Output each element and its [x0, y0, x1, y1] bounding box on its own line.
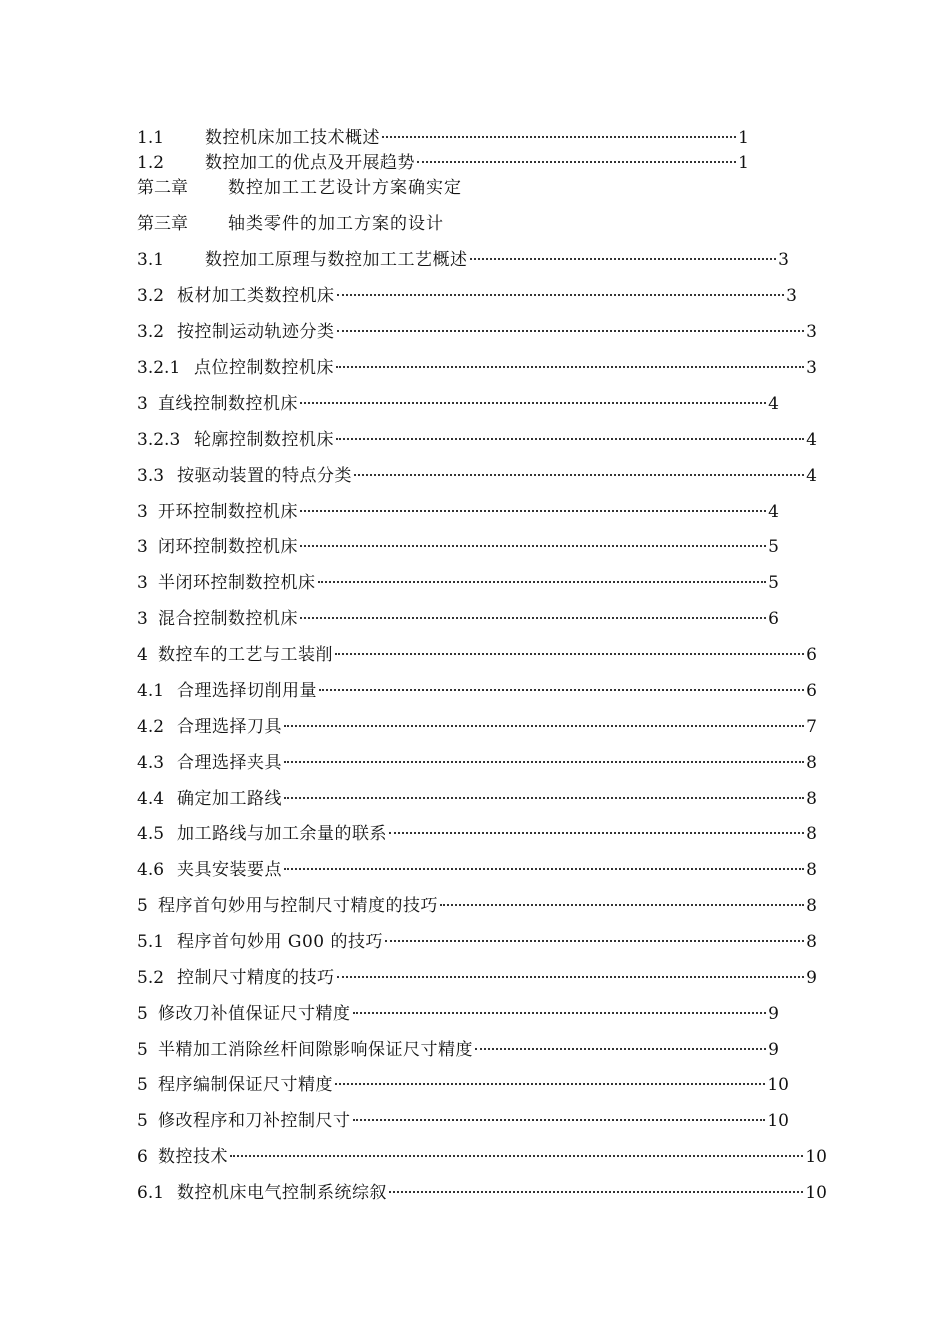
toc-dot-leader [319, 689, 804, 691]
toc-entry-number: 6.1 [137, 1183, 165, 1203]
toc-dot-leader [336, 438, 804, 440]
toc-entry-page: 8 [806, 753, 817, 773]
toc-dot-leader [385, 940, 804, 942]
toc-entry-page: 8 [806, 860, 817, 880]
toc-entry-number: 4.4 [137, 789, 165, 809]
toc-entry-number: 5 [137, 1040, 148, 1060]
toc-entry-page: 7 [806, 717, 817, 737]
toc-entry-number: 3.2.1 [137, 358, 181, 378]
toc-dot-leader [284, 868, 804, 870]
toc-entry-page: 9 [768, 1040, 779, 1060]
toc-entry-page: 5 [768, 537, 779, 557]
toc-entry [137, 248, 789, 272]
toc-entry-number: 4.2 [137, 717, 165, 737]
toc-entry-title: 半闭环控制数控机床 [158, 573, 316, 593]
toc-dot-leader [417, 161, 736, 163]
toc-entry [137, 284, 797, 308]
toc-entry-page: 10 [767, 1111, 789, 1131]
toc-entry [137, 966, 817, 990]
toc-entry-title: 闭环控制数控机床 [158, 537, 298, 557]
toc-entry [137, 126, 749, 150]
toc-entry-page: 1 [738, 128, 749, 148]
toc-dot-leader [318, 581, 767, 583]
toc-entry-title: 半精加工消除丝杆间隙影响保证尺寸精度 [158, 1040, 473, 1060]
toc-entry-page: 10 [767, 1075, 789, 1095]
toc-chapter-heading [137, 212, 444, 236]
toc-entry-title: 合理选择切削用量 [177, 681, 317, 701]
toc-dot-leader [353, 1119, 766, 1121]
toc-entry-number: 4.5 [137, 824, 165, 844]
toc-entry-title: 数控机床加工技术概述 [205, 128, 380, 148]
toc-entry-title: 按驱动装置的特点分类 [177, 466, 352, 486]
toc-entry-number: 第三章 [137, 214, 188, 234]
toc-entry [137, 1038, 779, 1062]
toc-chapter-heading [137, 176, 462, 200]
toc-entry-title: 按控制运动轨迹分类 [177, 322, 335, 342]
toc-entry-title: 修改刀补值保证尺寸精度 [158, 1004, 351, 1024]
toc-entry-title: 程序编制保证尺寸精度 [158, 1075, 333, 1095]
toc-entry-number: 5 [137, 1111, 148, 1131]
toc-dot-leader [440, 904, 804, 906]
toc-entry-title: 直线控制数控机床 [158, 394, 298, 414]
toc-entry [137, 535, 779, 559]
toc-dot-leader [337, 330, 805, 332]
toc-entry-number: 3 [137, 502, 148, 522]
toc-entry-number: 3.2.3 [137, 430, 181, 450]
toc-entry [137, 894, 817, 918]
toc-entry [137, 392, 779, 416]
toc-entry-page: 3 [806, 358, 817, 378]
toc-dot-leader [300, 402, 766, 404]
toc-dot-leader [389, 1191, 803, 1193]
toc-entry [137, 751, 817, 775]
toc-entry-page: 1 [738, 153, 749, 173]
toc-entry-title: 数控车的工艺与工装削 [158, 645, 333, 665]
toc-entry-number: 5 [137, 1075, 148, 1095]
toc-entry-page: 3 [806, 322, 817, 342]
toc-entry-page: 8 [806, 789, 817, 809]
toc-entry [137, 715, 817, 739]
toc-entry-page: 8 [806, 824, 817, 844]
toc-entry-number: 3.2 [137, 322, 165, 342]
toc-dot-leader [284, 725, 804, 727]
toc-entry [137, 643, 817, 667]
toc-entry-page: 3 [778, 250, 789, 270]
toc-entry-number: 3 [137, 537, 148, 557]
toc-entry-page: 8 [806, 932, 817, 952]
toc-dot-leader [300, 510, 766, 512]
toc-entry-page: 6 [806, 645, 817, 665]
toc-entry-title: 数控加工原理与数控加工工艺概述 [205, 250, 468, 270]
toc-entry-title: 数控技术 [158, 1147, 228, 1167]
toc-entry-number: 1.2 [137, 153, 165, 173]
toc-entry-title: 夹具安装要点 [177, 860, 282, 880]
toc-dot-leader [284, 761, 804, 763]
toc-entry-title: 修改程序和刀补控制尺寸 [158, 1111, 351, 1131]
toc-dot-leader [389, 832, 804, 834]
toc-entry [137, 822, 817, 846]
toc-entry-title: 轴类零件的加工方案的设计 [228, 214, 444, 234]
toc-entry [137, 151, 749, 175]
toc-entry-number: 4.3 [137, 753, 165, 773]
toc-entry-title: 开环控制数控机床 [158, 502, 298, 522]
toc-entry [137, 1109, 789, 1133]
toc-entry [137, 500, 779, 524]
toc-entry-number: 5 [137, 1004, 148, 1024]
toc-dot-leader [337, 976, 805, 978]
toc-dot-leader [336, 366, 804, 368]
toc-entry-page: 4 [806, 430, 817, 450]
toc-entry-number: 5.1 [137, 932, 165, 952]
toc-entry-page: 8 [806, 896, 817, 916]
toc-entry-page: 4 [806, 466, 817, 486]
toc-entry-number: 6 [137, 1147, 148, 1167]
toc-dot-leader [335, 1083, 765, 1085]
toc-entry-number: 3 [137, 394, 148, 414]
toc-dot-leader [335, 653, 804, 655]
toc-entry-page: 10 [805, 1147, 827, 1167]
toc-entry-page: 6 [806, 681, 817, 701]
toc-entry [137, 320, 817, 344]
toc-entry-title: 点位控制数控机床 [194, 358, 334, 378]
toc-entry-title: 数控加工的优点及开展趋势 [205, 153, 415, 173]
toc-entry-number: 3 [137, 609, 148, 629]
toc-dot-leader [337, 294, 785, 296]
toc-entry [137, 787, 817, 811]
toc-dot-leader [230, 1155, 803, 1157]
toc-entry-page: 5 [768, 573, 779, 593]
toc-entry-number: 4.6 [137, 860, 165, 880]
toc-entry-number: 第二章 [137, 178, 188, 198]
toc-entry-number: 3.1 [137, 250, 165, 270]
toc-entry-title: 板材加工类数控机床 [177, 286, 335, 306]
toc-entry-title: 混合控制数控机床 [158, 609, 298, 629]
toc-entry [137, 1073, 789, 1097]
toc-entry-number: 3.3 [137, 466, 165, 486]
toc-dot-leader [300, 617, 766, 619]
toc-entry [137, 679, 817, 703]
toc-entry-title: 轮廓控制数控机床 [194, 430, 334, 450]
toc-entry-page: 4 [768, 502, 779, 522]
toc-entry-number: 5 [137, 896, 148, 916]
toc-entry [137, 356, 817, 380]
toc-entry [137, 930, 817, 954]
toc-entry-page: 3 [786, 286, 797, 306]
toc-entry [137, 464, 817, 488]
toc-entry-title: 合理选择刀具 [177, 717, 282, 737]
toc-entry [137, 428, 817, 452]
toc-entry-page: 10 [805, 1183, 827, 1203]
toc-entry-number: 4.1 [137, 681, 165, 701]
toc-entry-page: 9 [806, 968, 817, 988]
toc-dot-leader [354, 474, 804, 476]
toc-dot-leader [300, 545, 766, 547]
toc-entry-number: 5.2 [137, 968, 165, 988]
toc-entry-page: 9 [768, 1004, 779, 1024]
toc-entry-number: 4 [137, 645, 148, 665]
toc-entry-title: 加工路线与加工余量的联系 [177, 824, 387, 844]
toc-entry-title: 数控加工工艺设计方案确实定 [228, 178, 462, 198]
toc-entry-title: 程序首句妙用与控制尺寸精度的技巧 [158, 896, 438, 916]
toc-dot-leader [284, 797, 804, 799]
toc-entry [137, 571, 779, 595]
toc-entry [137, 1181, 827, 1205]
toc-entry [137, 858, 817, 882]
toc-entry-title: 控制尺寸精度的技巧 [177, 968, 335, 988]
toc-entry-page: 4 [768, 394, 779, 414]
toc-entry-number: 1.1 [137, 128, 165, 148]
toc-entry-number: 3 [137, 573, 148, 593]
toc-entry [137, 1145, 827, 1169]
toc-entry-page: 6 [768, 609, 779, 629]
toc-dot-leader [382, 136, 736, 138]
toc-dot-leader [470, 258, 777, 260]
toc-entry-title: 数控机床电气控制系统综叙 [177, 1183, 387, 1203]
toc-entry [137, 1002, 779, 1026]
toc-entry-title: 程序首句妙用 G00 的技巧 [177, 932, 384, 952]
toc-entry-number: 3.2 [137, 286, 165, 306]
toc-entry-title: 确定加工路线 [177, 789, 282, 809]
toc-dot-leader [475, 1048, 766, 1050]
toc-dot-leader [353, 1012, 767, 1014]
toc-entry-title: 合理选择夹具 [177, 753, 282, 773]
toc-entry [137, 607, 779, 631]
